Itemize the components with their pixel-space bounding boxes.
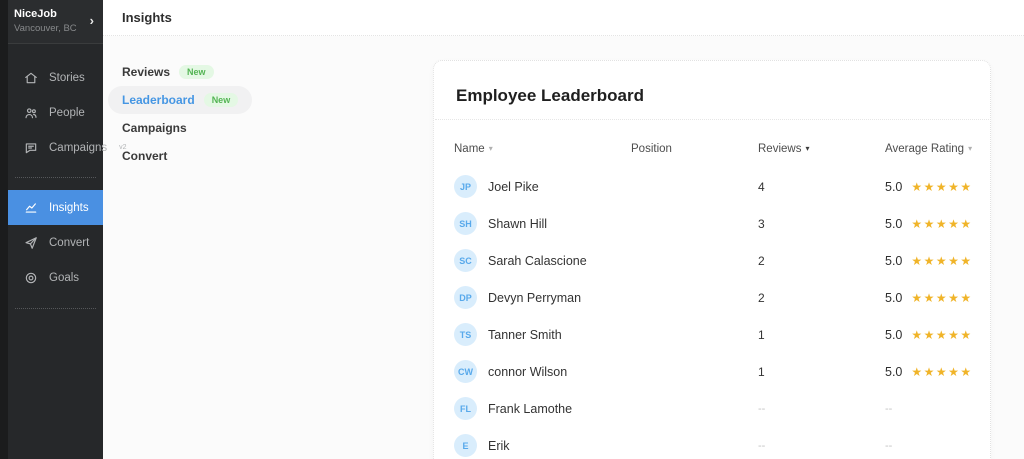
rating-cell — [885, 328, 973, 342]
sidebar-item[interactable] — [8, 225, 103, 260]
rating-cell — [885, 180, 973, 194]
rating-cell — [885, 217, 973, 231]
reviews-count: 3 — [758, 216, 765, 231]
rating-cell — [885, 365, 973, 379]
average-rating-value: -- — [885, 439, 893, 452]
avatar: FL — [454, 397, 477, 420]
column-header-label: Name — [454, 143, 485, 155]
star-rating-icons: ★★★★★ — [911, 179, 973, 194]
column-header-label: Position — [631, 143, 672, 155]
employee-name: Joel Pike — [488, 179, 539, 194]
avatar: CW — [454, 360, 477, 383]
reviews-count: 4 — [758, 179, 765, 194]
home-icon — [24, 71, 38, 85]
sidebar-item[interactable] — [8, 260, 103, 295]
rating-cell — [885, 440, 970, 452]
name-cell — [454, 249, 631, 272]
sidebar-nav — [8, 60, 127, 321]
name-cell — [454, 397, 631, 420]
sidebar-item[interactable] — [8, 190, 103, 225]
sidebar-item-label: People — [49, 106, 85, 119]
average-rating-value: 5.0 — [885, 216, 903, 231]
sidebar-item[interactable] — [8, 95, 103, 130]
average-rating-value: 5.0 — [885, 364, 903, 379]
subnav-item-label: Campaigns — [122, 121, 187, 135]
employee-name: Tanner Smith — [488, 327, 562, 342]
table-row — [434, 242, 990, 279]
sidebar-item[interactable] — [8, 60, 103, 95]
employee-name: Frank Lamothe — [488, 401, 573, 416]
star-rating-icons: ★★★★★ — [911, 216, 973, 231]
star-rating-icons: ★★★★★ — [911, 290, 973, 305]
sidebar-item-superscript: v2 — [119, 144, 127, 151]
name-cell — [454, 212, 631, 235]
sidebar-group-main — [8, 60, 127, 165]
sidebar-divider — [15, 308, 96, 309]
reviews-count: 1 — [758, 327, 765, 342]
topbar — [103, 0, 1024, 36]
employee-name: Devyn Perryman — [488, 290, 582, 305]
table-header-row — [434, 143, 990, 155]
table-row — [434, 279, 990, 316]
subnav-item-label: Convert — [122, 149, 168, 163]
employee-name: Erik — [488, 438, 510, 453]
column-header[interactable] — [758, 143, 885, 155]
sidebar-item-label: Insights — [49, 201, 89, 214]
insights-subnav — [108, 58, 258, 170]
star-rating-icons: ★★★★★ — [911, 364, 973, 379]
employee-name: Shawn Hill — [488, 216, 548, 231]
column-header-label: Average Rating — [885, 143, 965, 155]
table-row — [434, 205, 990, 242]
name-cell — [454, 360, 631, 383]
table-row — [434, 168, 990, 205]
reviews-count: 1 — [758, 364, 765, 379]
sort-caret-icon: ▾ — [488, 144, 493, 153]
avatar: TS — [454, 323, 477, 346]
sidebar-collapsed-rail — [0, 0, 8, 459]
employee-name: connor Wilson — [488, 364, 568, 379]
name-cell — [454, 286, 631, 309]
average-rating-value: 5.0 — [885, 253, 903, 268]
star-rating-icons: ★★★★★ — [911, 327, 973, 342]
sidebar-item-label: Goals — [49, 271, 80, 284]
sidebar-item-label: Stories — [49, 71, 85, 84]
employee-leaderboard-card — [433, 60, 991, 459]
org-switcher[interactable] — [0, 0, 103, 44]
card-divider — [435, 119, 989, 120]
chat-bubble-icon — [24, 141, 38, 155]
avatar: SH — [454, 212, 477, 235]
sort-caret-icon: ▾ — [968, 144, 973, 153]
sidebar-item[interactable] — [8, 130, 127, 165]
sidebar — [0, 0, 127, 459]
new-badge: New — [204, 93, 239, 107]
name-cell — [454, 175, 631, 198]
reviews-count: -- — [758, 439, 766, 452]
sidebar-divider — [15, 177, 96, 178]
paper-plane-icon — [24, 236, 38, 250]
people-icon — [24, 106, 38, 120]
rating-cell — [885, 291, 973, 305]
table-row — [434, 390, 990, 427]
page-title: Insights — [122, 10, 172, 25]
column-header-label: Reviews — [758, 143, 802, 155]
avatar: JP — [454, 175, 477, 198]
sidebar-item-label: Campaigns — [49, 141, 108, 154]
column-header[interactable] — [454, 143, 631, 155]
target-icon — [24, 271, 38, 285]
subnav-item[interactable] — [108, 114, 201, 142]
average-rating-value: 5.0 — [885, 290, 903, 305]
avatar: DP — [454, 286, 477, 309]
new-badge: New — [179, 65, 214, 79]
reviews-count: 2 — [758, 253, 765, 268]
column-header[interactable] — [631, 143, 758, 155]
org-name: NiceJob — [14, 8, 57, 20]
sidebar-item-label: Convert — [49, 236, 90, 249]
average-rating-value: 5.0 — [885, 179, 903, 194]
sidebar-group-tools — [8, 190, 103, 295]
average-rating-value: -- — [885, 402, 893, 415]
subnav-item[interactable] — [108, 58, 228, 86]
table-row — [434, 316, 990, 353]
sort-caret-icon: ▾ — [805, 144, 810, 153]
name-cell — [454, 323, 631, 346]
reviews-count: -- — [758, 402, 766, 415]
name-cell — [454, 434, 631, 457]
star-rating-icons: ★★★★★ — [911, 253, 973, 268]
table-body — [434, 168, 990, 459]
employee-name: Sarah Calascione — [488, 253, 587, 268]
column-header[interactable] — [885, 143, 972, 155]
reviews-count: 2 — [758, 290, 765, 305]
subnav-item[interactable] — [108, 86, 252, 114]
chart-line-icon — [24, 201, 38, 215]
chevron-right-icon[interactable]: › — [89, 13, 94, 28]
card-title: Employee Leaderboard — [456, 86, 645, 105]
table-row — [434, 353, 990, 390]
rating-cell — [885, 254, 973, 268]
org-location: Vancouver, BC — [14, 23, 77, 34]
avatar: SC — [454, 249, 477, 272]
rating-cell — [885, 403, 970, 415]
table-row — [434, 427, 990, 459]
avatar: E — [454, 434, 477, 457]
average-rating-value: 5.0 — [885, 327, 903, 342]
subnav-item-label: Reviews — [122, 65, 171, 79]
subnav-item-label: Leaderboard — [122, 93, 195, 107]
